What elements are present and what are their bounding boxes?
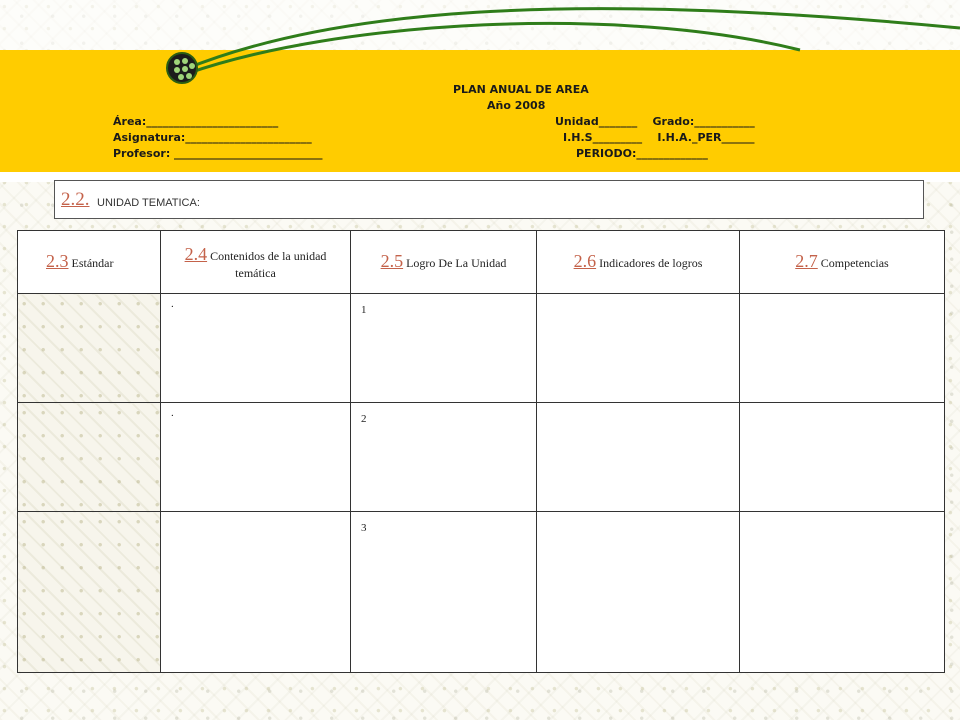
indicadores-cell[interactable] xyxy=(537,294,740,403)
section-link-2-7[interactable]: 2.7 xyxy=(795,251,818,272)
logro-cell[interactable]: 2 xyxy=(351,403,537,512)
estandar-cell[interactable] xyxy=(18,512,161,673)
unit-number[interactable]: 2.2. xyxy=(61,189,90,210)
column-header-competencias: 2.7 Competencias xyxy=(740,231,945,294)
unit-label: UNIDAD TEMATICA: xyxy=(97,197,200,209)
contenidos-cell[interactable] xyxy=(161,512,351,673)
section-link-2-4[interactable]: 2.4 xyxy=(184,243,208,264)
competencias-cell[interactable] xyxy=(740,403,945,512)
indicadores-cell[interactable] xyxy=(537,403,740,512)
contenidos-cell[interactable]: . xyxy=(161,403,351,512)
competencias-cell[interactable] xyxy=(740,512,945,673)
plan-table xyxy=(17,230,945,673)
table-row xyxy=(18,512,945,673)
section-link-2-5[interactable]: 2.5 xyxy=(380,251,404,272)
swoosh-decoration xyxy=(0,0,960,90)
table-row xyxy=(18,294,945,403)
estandar-cell[interactable] xyxy=(18,403,161,512)
estandar-cell[interactable] xyxy=(18,294,161,403)
indicadores-cell[interactable] xyxy=(537,512,740,673)
column-header-indicadores: 2.6 Indicadores de logros xyxy=(537,231,740,294)
plan-year: Año 2008 xyxy=(487,99,546,112)
logro-cell[interactable]: 1 xyxy=(351,294,537,403)
table-row xyxy=(18,403,945,512)
unit-box xyxy=(54,180,924,219)
ihs-iha-field: I.H.S_________ I.H.A._PER______ xyxy=(563,131,755,144)
competencias-cell[interactable] xyxy=(740,294,945,403)
unidad-grado-field: Unidad_______ Grado:___________ xyxy=(555,115,755,128)
area-field: Área:________________________ xyxy=(113,115,279,128)
periodo-field: PERIODO:_____________ xyxy=(576,147,708,160)
column-header-logro: 2.5 Logro De La Unidad xyxy=(351,231,537,294)
logo-icon xyxy=(166,52,198,84)
contenidos-cell[interactable]: . xyxy=(161,294,351,403)
plan-title: PLAN ANUAL DE AREA xyxy=(453,83,589,96)
profesor-field: Profesor: ___________________________ xyxy=(113,147,323,160)
asignatura-field: Asignatura:_______________________ xyxy=(113,131,312,144)
table-header-row xyxy=(18,231,945,294)
section-link-2-3[interactable]: 2.3 xyxy=(46,251,69,272)
logro-cell[interactable]: 3 xyxy=(351,512,537,673)
column-header-estandar: 2.3 Estándar xyxy=(18,231,161,294)
section-link-2-6[interactable]: 2.6 xyxy=(573,251,597,272)
column-header-contenidos: 2.4 Contenidos de la unidad temática xyxy=(161,231,351,294)
